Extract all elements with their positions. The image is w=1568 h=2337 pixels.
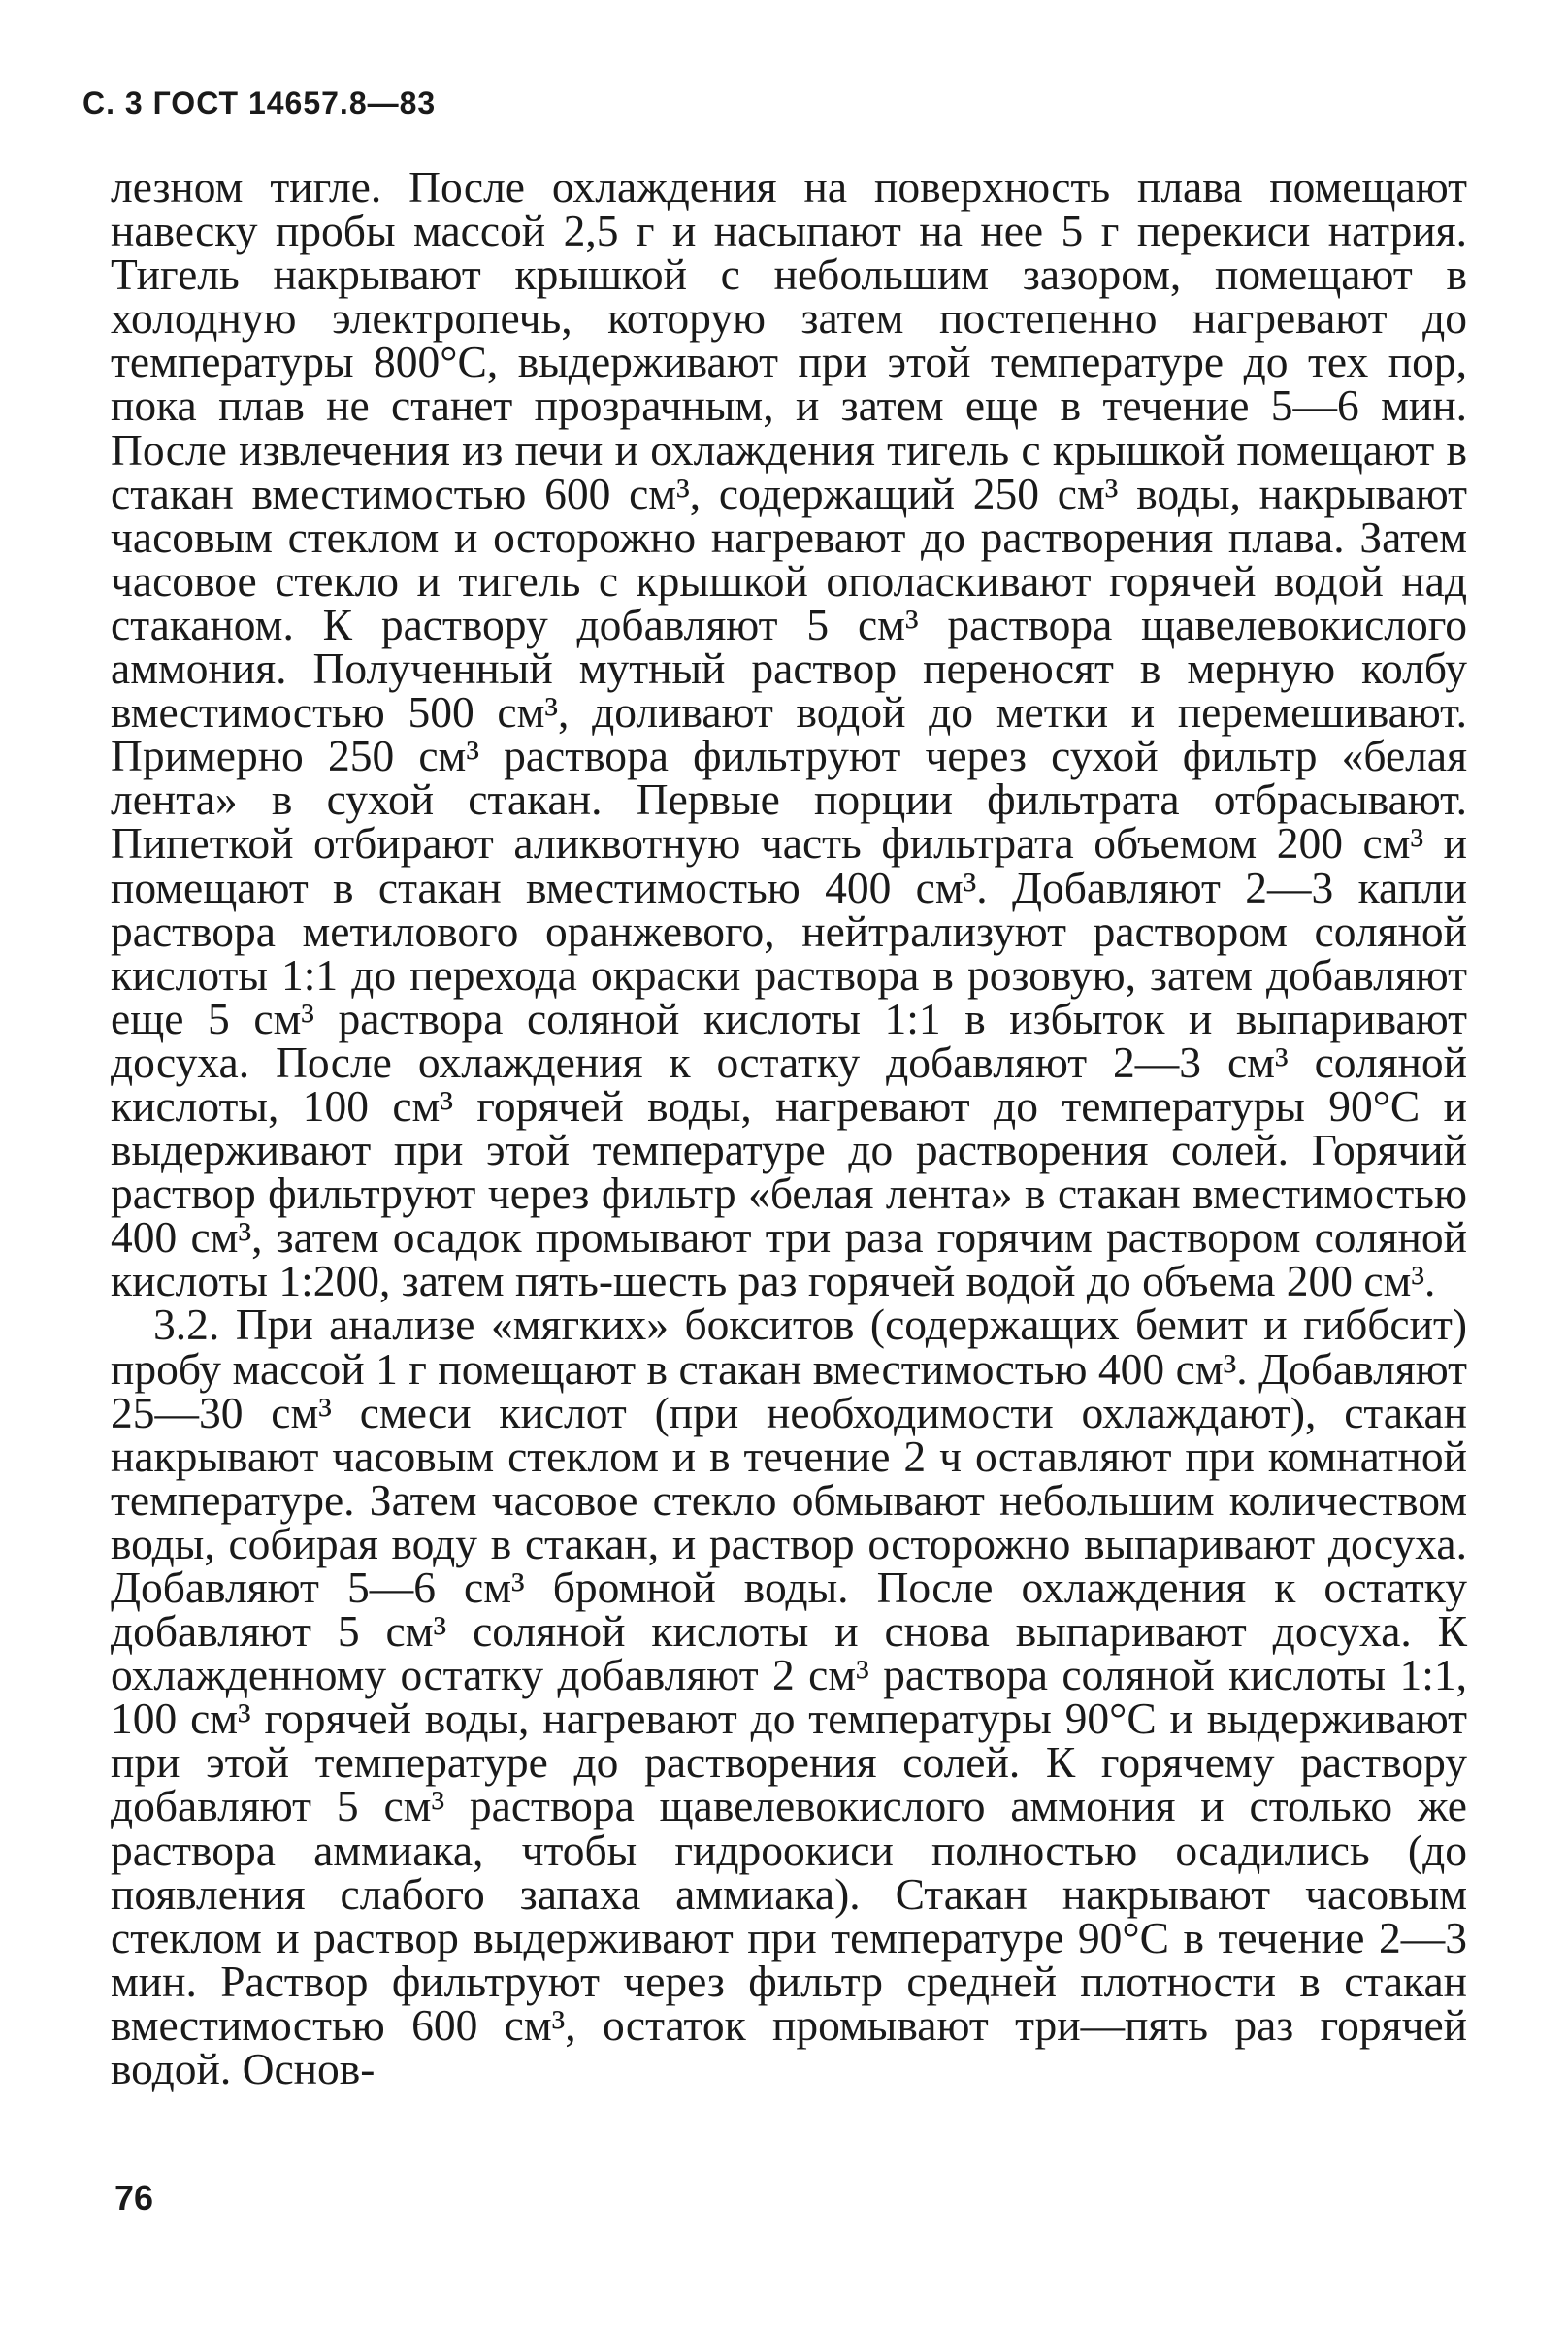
running-header: С. 3 ГОСТ 14657.8—83 [82,85,437,120]
page-number: 76 [114,2178,154,2218]
body-text [111,162,1467,2094]
paragraph-continued: лезном тигле. После охлаждения на поверхность плава помещают навеску пробы массой 2,5 г и насыпают на нее 5 г перекиси натрия. Тигель накрывают крышкой с небольшим зазором, помещают в холодную электропечь, которую затем постепенно нагревают до температуры 800°С, выдерживают при этой температуре до тех пор, пока плав не станет прозрачным, и затем еще в течение 5—6 мин. После извлечения из печи и охлаждения тигель с крышкой помещают в стакан вместимостью 600 см³, содержащий 250 см³ воды, накрывают часовым стеклом и осторожно нагревают до растворения плава. Затем часовое стекло и тигель с крышкой ополаскивают горячей водой над стаканом. К раствору добавляют 5 см³ раствора щавелевокислого аммония. Полученный мутный раствор переносят в мерную колбу вместимостью 500 см³, доливают водой до метки и перемешивают. Примерно 250 см³ раствора фильтруют через сухой фильтр «белая лента» в сухой стакан. Первые порции фильтрата отбрасывают. Пипеткой отбирают аликвотную часть фильтрата объемом 200 см³ и помещают в стакан вместимостью 400 см³. Добавляют 2—3 капли раствора метилового оранжевого, нейтрализуют раствором соляной кислоты 1:1 до перехода окраски раствора в розовую, затем добавляют еще 5 см³ раствора соляной кислоты 1:1 в избыток и выпаривают досуха. После охлаждения к остатку добавляют 2—3 см³ соляной кислоты, 100 см³ горячей воды, нагревают до температуры 90°С и выдерживают при этой температуре до растворения солей. Горячий раствор фильтруют через фильтр «белая лента» в стакан вместимостью 400 см³, затем осадок промывают три раза горячим раствором соляной кислоты 1:200, затем пять-шесть раз горячей водой до объема 200 см³. [111,162,1467,1306]
paragraph-section-3-2: 3.2. При анализе «мягких» бокситов (содержащих бемит и гиббсит) пробу массой 1 г помещают в стакан вместимостью 400 см³. Добавляют 25—30 см³ смеси кислот (при необходимости охлаждают), стакан накрывают часовым стеклом и в течение 2 ч оставляют при комнатной температуре. Затем часовое стекло обмывают небольшим количеством воды, собирая воду в стакан, и раствор осторожно выпаривают досуха. Добавляют 5—6 см³ бромной воды. После охлаждения к остатку добавляют 5 см³ соляной кислоты и снова выпаривают досуха. К охлажденному остатку добавляют 2 см³ раствора соляной кислоты 1:1, 100 см³ горячей воды, нагревают до температуры 90°С и выдерживают при этой температуре до растворения солей. К горячему раствору добавляют 5 см³ раствора щавелевокислого аммония и столько же раствора аммиака, чтобы гидроокиси полностью осадились (до появления слабого запаха аммиака). Стакан накрывают часовым стеклом и раствор выдерживают при температуре 90°С в течение 2—3 мин. Раствор фильтруют через фильтр средней плотности в стакан вместимостью 600 см³, остаток промывают три—пять раз горячей водой. Основ- [111,1300,1467,2094]
